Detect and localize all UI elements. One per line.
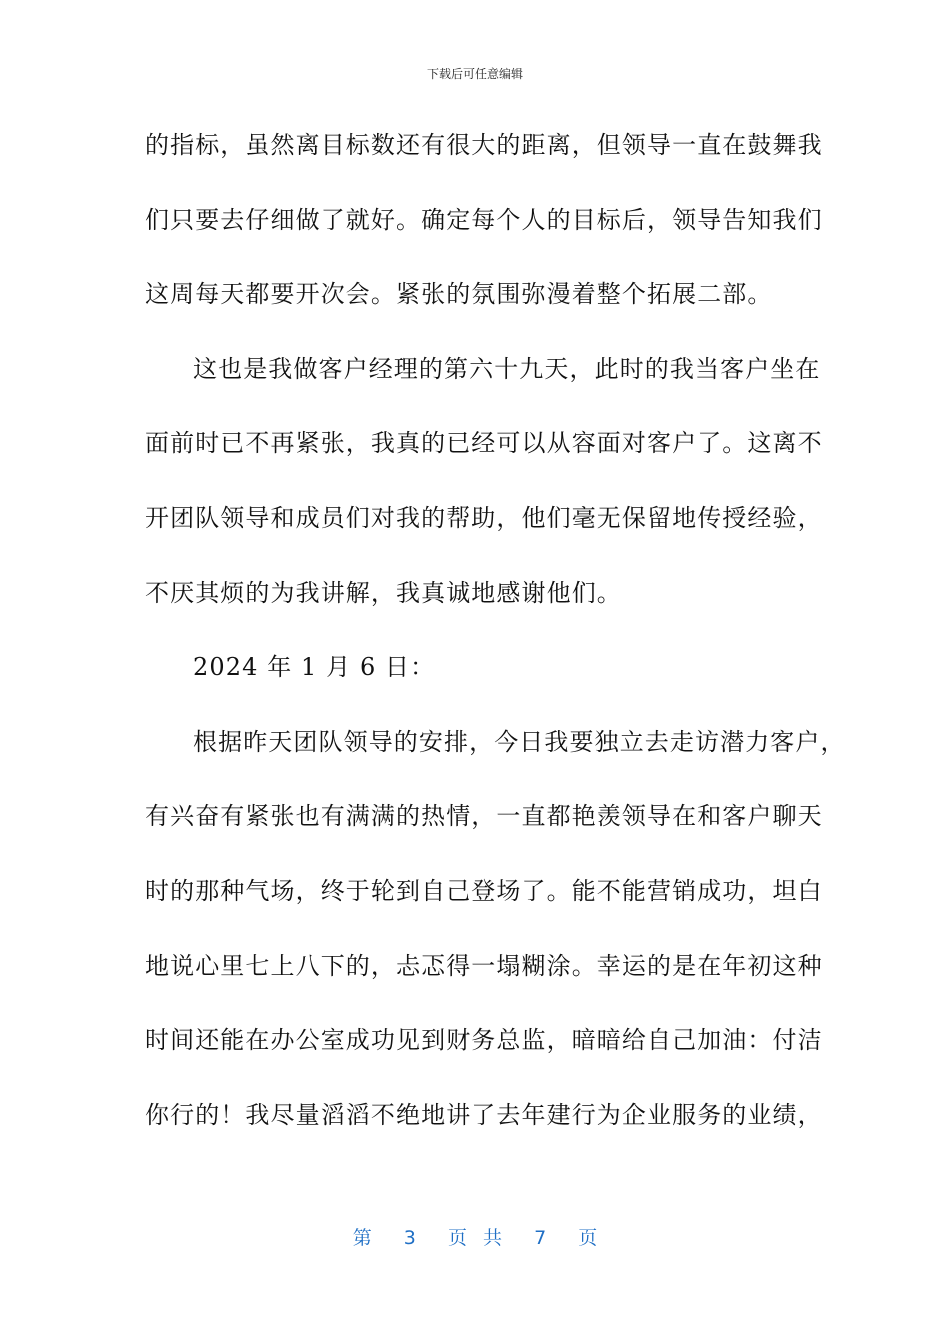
- body-line: 时的那种气场，终于轮到自己登场了。能不能营销成功，坦白: [145, 876, 823, 905]
- date-heading: 2024 年 1 月 6 日：: [193, 653, 436, 682]
- header-note: 下载后可任意编辑: [426, 67, 523, 81]
- body-line: 的指标，虽然离目标数还有很大的距离，但领导一直在鼓舞我: [145, 131, 823, 159]
- body-line: 时间还能在办公室成功见到财务总监，暗暗给自己加油：付洁: [145, 1026, 823, 1055]
- body-line: 面前时已不再紧张，我真的已经可以从容面对客户了。这离不: [145, 429, 823, 458]
- body-line: 们只要去仔细做了就好。确定每个人的目标后，领导告知我们: [145, 205, 823, 234]
- body-line: 根据昨天团队领导的安排，今日我要独立去走访潜力客户，: [193, 727, 846, 756]
- body-line: 这也是我做客户经理的第六十九天，此时的我当客户坐在: [193, 354, 821, 383]
- body-line: 这周每天都要开次会。紧张的氛围弥漫着整个拓展二部。: [145, 280, 773, 309]
- body-line: 你行的！我尽量滔滔不绝地讲了去年建行为企业服务的业绩，: [145, 1100, 823, 1129]
- page-number: 第 3 页 共 7 页: [352, 1227, 598, 1249]
- body-line: 有兴奋有紧张也有满满的热情，一直都艳羡领导在和客户聊天: [145, 802, 823, 831]
- document-body: [145, 120, 846, 1164]
- body-line: 不厌其烦的为我讲解，我真诚地感谢他们。: [145, 578, 622, 607]
- page-footer: [0, 1224, 950, 1252]
- body-line: 地说心里七上八下的，忐忑得一塌糊涂。幸运的是在年初这种: [145, 951, 823, 980]
- body-line: 开团队领导和成员们对我的帮助，他们毫无保留地传授经验，: [145, 503, 823, 532]
